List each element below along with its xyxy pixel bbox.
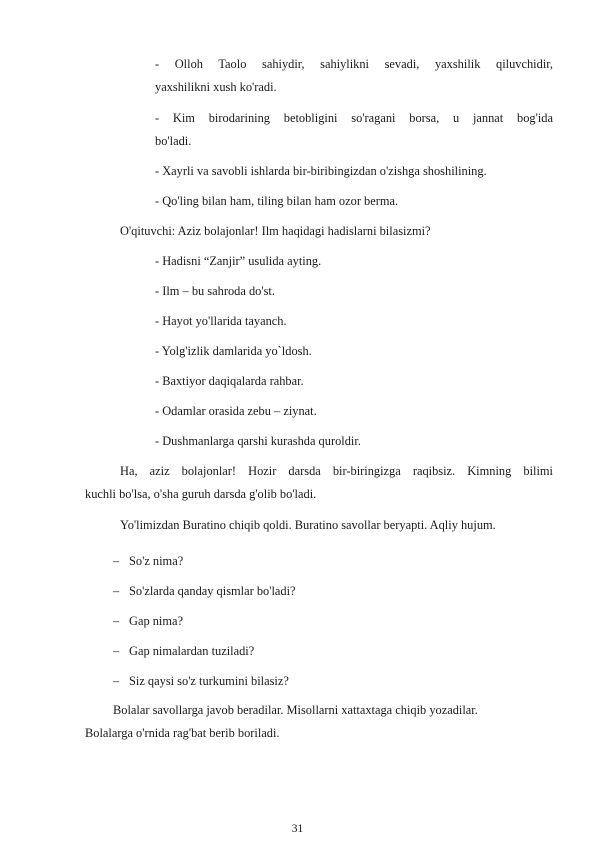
closing-line-2: Bolalarga o'rnida rag'bat berib boriladi.: [85, 726, 280, 740]
list-dash: –: [113, 674, 120, 688]
teacher-question: O'qituvchi: Aziz bolajonlar! Ilm haqidagi hadislarni bilasizmi?: [120, 224, 431, 238]
question-item: So'z nima?: [129, 554, 184, 568]
chain-item: - Baxtiyor daqiqalarda rahbar.: [155, 374, 304, 388]
buratino-line: Yo'limizdan Buratino chiqib qoldi. Buratino savollar beryapti. Aqliy hujum.: [120, 518, 496, 532]
list-dash: –: [113, 554, 120, 568]
hadith-4: - Qo'ling bilan ham, tiling bilan ham ozor berma.: [155, 194, 399, 208]
chain-item: - Odamlar orasida zebu – ziynat.: [155, 404, 317, 418]
question-item: Siz qaysi so'z turkumini bilasiz?: [129, 674, 289, 688]
hadith-3: - Xayrli va savobli ishlarda bir-biribingizdan o'zishga shoshilining.: [155, 164, 487, 178]
hadith-1-line-1: - Olloh Taolo sahiydir, sahiylikni sevadi, yaxshilik qiluvchidir,: [155, 57, 553, 71]
chain-item: - Yolg'izlik damlarida yo`ldosh.: [155, 344, 312, 358]
list-dash: –: [113, 584, 120, 598]
competition-paragraph-line-2: kuchli bo'lsa, o'sha guruh darsda g'olib bo'ladi.: [85, 487, 317, 501]
chain-item: - Hadisni “Zanjir” usulida ayting.: [155, 254, 322, 268]
hadith-2-line-2: bo'ladi.: [155, 134, 192, 148]
question-item: So'zlarda qanday qismlar bo'ladi?: [129, 584, 296, 598]
page-number: 31: [291, 823, 304, 835]
chain-item: - Ilm – bu sahroda do'st.: [155, 284, 275, 298]
hadith-1-line-2: yaxshilikni xush ko'radi.: [155, 80, 277, 94]
question-item: Gap nima?: [129, 614, 184, 628]
list-dash: –: [113, 644, 120, 658]
competition-paragraph-line-1: Ha, aziz bolajonlar! Hozir darsda bir-biringizga raqibsiz. Kimning bilimi: [120, 464, 553, 478]
closing-line-1: Bolalar savollarga javob beradilar. Misollarni xattaxtaga chiqib yozadilar.: [113, 703, 478, 717]
list-dash: –: [113, 614, 120, 628]
hadith-2-line-1: - Kim birodarining betobligini so'ragani borsa, u jannat bog'ida: [155, 111, 553, 125]
chain-item: - Hayot yo'llarida tayanch.: [155, 314, 287, 328]
question-item: Gap nimalardan tuziladi?: [129, 644, 255, 658]
chain-item: - Dushmanlarga qarshi kurashda quroldir.: [155, 434, 361, 448]
